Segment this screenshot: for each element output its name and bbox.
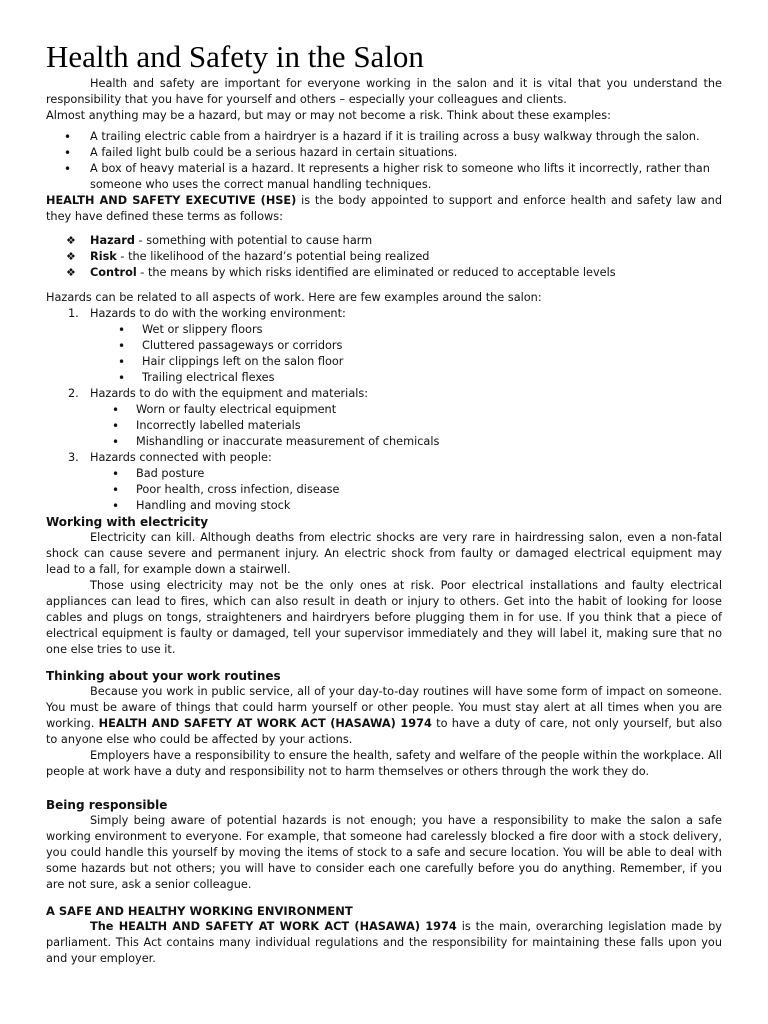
page-title: Health and Safety in the Salon xyxy=(46,39,424,74)
list-item: • Cluttered passageways or corridors xyxy=(46,338,722,354)
group-items xyxy=(46,322,722,386)
list-item: • Trailing electrical flexes xyxy=(46,370,722,386)
term: Control xyxy=(90,266,137,279)
group-number: 3. xyxy=(68,451,79,464)
group-items xyxy=(46,466,722,514)
section-heading-routines: Thinking about your work routines xyxy=(46,669,281,683)
list-item xyxy=(46,233,722,249)
list-item: • Mishandling or inaccurate measurement of chemicals xyxy=(46,434,722,450)
hazard-group xyxy=(46,306,722,386)
group-label: Hazards connected with people: xyxy=(90,451,272,464)
group-number: 2. xyxy=(68,387,79,400)
routines-paragraph-2: Employers have a responsibility to ensure the health, safety and welfare of the people within the workplace. All people at work have a duty and responsibility not to harm themselves or others through the work they do. xyxy=(46,749,722,778)
group-label: Hazards to do with the equipment and materials: xyxy=(90,387,369,400)
electricity-paragraph-2: Those using electricity may not be the only ones at risk. Poor electrical installations and faulty electrical appliances can lead to fires, which can also result in death or injury to others. Get into the habit of looking for loose cables and plugs on tongs, straighteners and hairdryers before plugging them in for use. If you think that a piece of electrical equipment is faulty or damaged, tell your supervisor immediately and they will label it, making sure that no one else tries to use it. xyxy=(46,579,722,656)
list-item: • Wet or slippery floors xyxy=(46,322,722,338)
list-item: • A trailing electric cable from a hairdryer is a hazard if it is trailing across a busy walkway through the salon. xyxy=(46,129,722,145)
term: Risk xyxy=(90,250,117,263)
list-item: • Bad posture xyxy=(46,466,722,482)
hazard-group xyxy=(46,450,722,514)
environment-text: is the main, overarching legislation made by parliament. This Act contains many individual regulations and the responsibility for maintaining these falls upon you and your employer. xyxy=(46,920,722,965)
intro-paragraph-2: Almost anything may be a hazard, but may or may not become a risk. Think about these examples: xyxy=(46,109,611,122)
act-name: HEALTH AND SAFETY AT WORK ACT (HASAWA) 1974 xyxy=(98,717,432,730)
list-item: • Poor health, cross infection, disease xyxy=(46,482,722,498)
list-item: • A box of heavy material is a hazard. It represents a higher risk to someone who lifts it incorrectly, rather than someone who uses the correct manual handling techniques. xyxy=(46,161,722,193)
section-heading-electricity: Working with electricity xyxy=(46,515,209,529)
group-number: 1. xyxy=(68,307,79,320)
section-heading-responsible: Being responsible xyxy=(46,798,168,812)
act-name: The HEALTH AND SAFETY AT WORK ACT (HASAWA) 1974 xyxy=(90,920,457,933)
list-item: • Worn or faulty electrical equipment xyxy=(46,402,722,418)
term-definition: - the means by which risks identified are eliminated or reduced to acceptable levels xyxy=(140,266,616,279)
list-item xyxy=(46,249,722,265)
hazard-examples-list xyxy=(46,129,722,193)
routines-paragraph xyxy=(46,684,722,748)
routines-text-2: to have a duty of care, not only yourself, but also to anyone else who could be affected by your actions. xyxy=(46,717,723,746)
intro-paragraph: Health and safety are important for everyone working in the salon and it is vital that you understand the responsibility that you have for yourself and others – especially your colleagues and clients. xyxy=(46,77,722,106)
hse-name: HEALTH AND SAFETY EXECUTIVE (HSE) xyxy=(46,194,297,207)
term-definition: - the likelihood of the hazard’s potential being realized xyxy=(120,250,430,263)
group-items xyxy=(46,402,722,450)
list-item: • Hair clippings left on the salon floor xyxy=(46,354,722,370)
hazard-group xyxy=(46,386,722,450)
group-label: Hazards to do with the working environment: xyxy=(90,307,346,320)
responsible-paragraph: Simply being aware of potential hazards is not enough; you have a responsibility to make the salon a safe working environment to everyone. For example, that someone had carelessly blocked a fire door with a stock delivery, you could handle this yourself by moving the items of stock to a safe and secure location. You will be able to deal with some hazards but not others; you will have to consider each one carefully before you do anything. Remember, if you are not sure, ask a senior colleague. xyxy=(46,814,722,891)
environment-paragraph xyxy=(46,919,722,967)
term: Hazard xyxy=(90,234,135,247)
hse-paragraph xyxy=(46,193,722,225)
section-heading-environment: A SAFE AND HEALTHY WORKING ENVIRONMENT xyxy=(46,904,353,918)
list-item: • A failed light bulb could be a serious hazard in certain situations. xyxy=(46,145,722,161)
terms-list xyxy=(46,233,722,281)
list-item: • Incorrectly labelled materials xyxy=(46,418,722,434)
list-item xyxy=(46,265,722,281)
electricity-paragraph: Electricity can kill. Although deaths from electric shocks are very rare in hairdressing salon, even a non-fatal shock can cause severe and permanent injury. An electric shock from faulty or damaged electrical equipment may lead to a fall, for example down a stairwell. xyxy=(46,531,722,576)
hse-text: is the body appointed to support and enforce health and safety law and they have defined these terms as follows: xyxy=(46,194,723,223)
hazards-intro: Hazards can be related to all aspects of work. Here are few examples around the salon: xyxy=(46,291,542,304)
list-item: • Handling and moving stock xyxy=(46,498,722,514)
hazard-groups-list xyxy=(46,306,722,514)
routines-text: Because you work in public service, all of your day-to-day routines will have some form of impact on someone. You must be aware of things that could harm yourself or other people. You must stay alert at all times when you are working. xyxy=(46,685,722,730)
term-definition: - something with potential to cause harm xyxy=(138,234,373,247)
